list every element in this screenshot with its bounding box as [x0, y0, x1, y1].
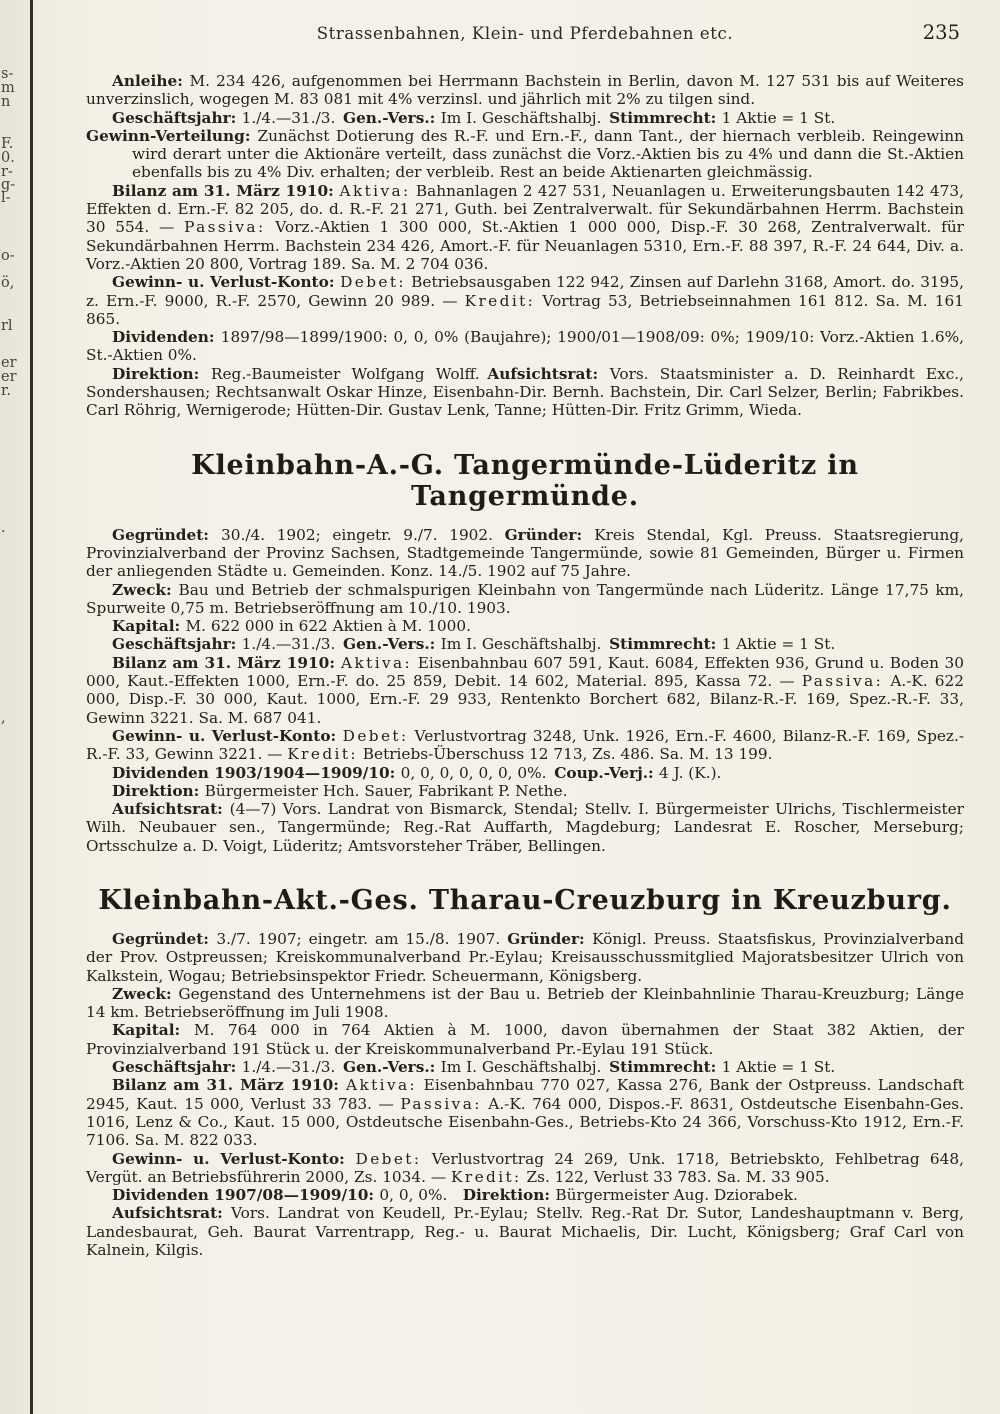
- field-text: Vors. Staatsminister a. D. Reinhardt Exc., Sondershausen; Rechtsanwalt Oskar Hinze, Eisenbahn-Dir. Bernh. Bachstein, Dir. Carl Selzer, Berlin; Fabrikbes. Carl Röhrig, Wernigerode; Hütten-Dir. Gustav Lenk, Tanne; Hütten-Dir. Fritz Grimm, Wieda.: [86, 364, 964, 420]
- field-label: Stimmrecht:: [609, 1058, 722, 1077]
- field-text: 1./4.—31./3.: [241, 1058, 343, 1077]
- field-label: Gewinn-Verteilung:: [86, 126, 258, 145]
- field-label: Gewinn- u. Verlust-Konto:: [112, 273, 341, 292]
- field-label: Stimmrecht:: [609, 635, 722, 654]
- field-text: 0, 0, 0, 0, 0, 0, 0%.: [400, 763, 555, 782]
- field-text: Im I. Geschäftshalbj.: [440, 108, 610, 127]
- entry-paragraph: [86, 1186, 964, 1204]
- field-text: A.-K. 622 000, Disp.-F. 30 000, Kaut. 1000, Ern.-F. 29 933, Rentenkto Borchert 682, Bilanz-R.-F. 169, Spez.-R.-F. 33, Gewinn 3221. Sa. M. 687 041.: [86, 672, 964, 727]
- page-header: [86, 21, 964, 54]
- field-text: Vors. Landrat von Keudell, Pr.-Eylau; Stellv. Reg.-Rat Dr. Sutor, Landeshauptmann v. Berg, Landesbaurat, Geh. Baurat Varrentrapp, Reg.- u. Baurat Michaelis, Dir. Lucht, Königsberg; Graf Carl von Kalnein, Kilgis.: [86, 1204, 965, 1260]
- field-text: Passiva:: [400, 1094, 482, 1113]
- company-heading: Kleinbahn-A.-G. Tangermünde-Lüderitz in Tangermünde.: [191, 449, 859, 512]
- field-text: Im I. Geschäftshalbj.: [440, 635, 610, 654]
- field-text: Vorz.-Aktien 1 300 000, St.-Aktien 1 000 000, Disp.-F. 30 268, Zentralverwalt. für Sekundärbahnen Herrm. Bachstein 234 426, Amort.-F. für Neuanlagen 5310, Ern.-F. 88 397, R.-F. 24 644, Div. a. Vorz.-Aktien 20 800, Vortrag 189. Sa. M. 2 704 036.: [86, 218, 964, 273]
- entry-paragraph: [86, 365, 964, 420]
- field-text: Debet:: [342, 726, 409, 745]
- field-text: Verlustvortrag 24 269, Unk. 1718, Betriebskto, Fehlbetrag 648, Vergüt. an Betriebsführerin 2000, Zs. 1034. —: [86, 1149, 964, 1186]
- entry-paragraph: [86, 782, 964, 800]
- field-label: Gen.-Vers.:: [343, 1058, 441, 1077]
- field-text: 1 Aktie = 1 St.: [721, 635, 836, 654]
- field-text: Eisenbahnbau 770 027, Kassa 276, Bank der Ostpreuss. Landschaft 2945, Kaut. 15 000, Verlust 33 783. —: [86, 1076, 965, 1113]
- field-label: Gegründet:: [112, 525, 222, 544]
- entry-paragraph: [86, 985, 964, 1022]
- field-label: Kapital:: [112, 1021, 195, 1040]
- field-text: Kredit:: [451, 1167, 522, 1186]
- field-label: Bilanz am 31. März 1910:: [112, 653, 342, 672]
- entry-paragraph: [86, 930, 964, 985]
- field-text: Vortrag 53, Betriebseinnahmen 161 812. Sa. M. 161 865.: [86, 291, 964, 328]
- field-text: (4—7) Vors. Landrat von Bismarck, Stendal; Stellv. I. Bürgermeister Ulrichs, Tischlermeister Wilh. Neubauer sen., Tangermünde; Reg.-Rat Auffarth, Magdeburg; Landesrat E. Roscher, Merseburg; Ortsschulze a. D. Voigt, Lüderitz; Amtsvorsteher Träber, Bellingen.: [86, 800, 964, 855]
- field-label: Geschäftsjahr:: [112, 1058, 242, 1077]
- field-label: Dividenden 1907/08—1909/10:: [112, 1186, 380, 1205]
- field-text: Bahnanlagen 2 427 531, Neuanlagen u. Erweiterungsbauten 142 473, Effekten d. Ern.-F. 82 205, do. d. R.-F. 21 271, Guth. bei Zentralverwalt. für Sekundärbahnen Herrm. Bachstein 30 554. —: [86, 181, 964, 237]
- field-text: M. 234 426, aufgenommen bei Herrmann Bachstein in Berlin, davon M. 127 531 bis auf Weiteres unverzinslich, wogegen M. 83 081 mit 4% verzinsl. und jährlich mit 2% zu tilgen sind.: [86, 72, 965, 109]
- margin-fragment: er: [1, 355, 17, 371]
- field-text: Aktiva:: [339, 181, 411, 200]
- entry-paragraph: [86, 1058, 964, 1076]
- margin-fragment: .: [1, 520, 6, 536]
- margin-fragment: rl: [1, 318, 13, 334]
- field-text: M. 622 000 in 622 Aktien à M. 1000.: [185, 617, 471, 636]
- field-text: Gegenstand des Unternehmens ist der Bau u. Betrieb der Kleinbahnlinie Tharau-Kreuzburg; Länge 14 km. Betriebseröffnung im Juli 1908.: [86, 984, 965, 1022]
- field-text: Kreis Stendal, Kgl. Preuss. Staatsregierung, Provinzialverband der Provinz Sachsen, Stadtgemeinde Tangermünde, sowie 81 Gemeinden, Bürger u. Firmen der anliegenden Städte u. Gemeinden. Konz. 14./5. 1902 auf 75 Jahre.: [86, 525, 965, 581]
- field-label: Direktion:: [112, 781, 205, 800]
- field-label: Gen.-Vers.:: [343, 108, 441, 127]
- field-label: Kapital:: [112, 617, 186, 636]
- field-label: Bilanz am 31. März 1910:: [112, 1076, 346, 1095]
- entry-paragraph: [86, 526, 964, 581]
- field-text: Reg.-Baumeister Wolfgang Wolff.: [210, 364, 488, 383]
- sections: [86, 72, 964, 1259]
- entry-paragraph: [86, 654, 964, 727]
- field-label: Zweck:: [112, 984, 179, 1003]
- entry-paragraph: [86, 1204, 964, 1259]
- margin-fragment: s-: [1, 66, 14, 82]
- field-text: 1897/98—1899/1900: 0, 0, 0% (Baujahre); 1900/01—1908/09: 0%; 1909/10: Vorz.-Aktien 1.6%, St.-Aktien 0%.: [86, 328, 964, 365]
- field-text: M. 764 000 in 764 Aktien à M. 1000, davon übernahmen der Staat 382 Aktien, der Provinzialverband 191 Stück u. der Kreiskommunalverband Pr.-Eylau 191 Stück.: [86, 1021, 964, 1058]
- entry-paragraph: [86, 273, 964, 328]
- company-heading: Kleinbahn-Akt.-Ges. Tharau-Creuzburg in Kreuzburg.: [98, 884, 952, 916]
- field-text: 30./4. 1902; eingetr. 9./7. 1902.: [221, 525, 505, 544]
- field-text: 1./4.—31./3.: [241, 635, 343, 654]
- margin-fragment: r.: [1, 383, 11, 399]
- field-label: Gegründet:: [112, 929, 217, 948]
- margin-fragment: r-: [1, 164, 13, 180]
- field-text: Aktiva:: [346, 1076, 418, 1095]
- field-label: Aufsichtsrat:: [487, 364, 610, 383]
- field-text: Zunächst Dotierung des R.-F. und Ern.-F., dann Tant., der hiernach verbleib. Reingewinn wird derart unter die Aktionäre verteilt, dass zunächst die Vorz.-Aktien bis zu 4% und dann die St.-Aktien ebenfalls bis zu 4% Div. erhalten; der verbleib. Rest an beide Aktienarten gleichmässig.: [132, 126, 964, 182]
- field-label: Gewinn- u. Verlust-Konto:: [112, 726, 343, 745]
- entry-paragraph: [86, 800, 964, 855]
- margin-fragment: 0.: [1, 150, 15, 166]
- field-label: Geschäftsjahr:: [112, 635, 242, 654]
- page-number: 235: [922, 21, 960, 44]
- field-label: Gründer:: [504, 525, 595, 544]
- entry-paragraph: [86, 1076, 964, 1149]
- field-text: Debet:: [355, 1149, 422, 1168]
- field-label: Gen.-Vers.:: [343, 635, 441, 654]
- left-margin-rule: [30, 0, 33, 1414]
- field-text: A.-K. 764 000, Dispos.-F. 8631, Ostdeutsche Eisenbahn-Ges. 1016, Lenz & Co., Kaut. 15 000, Ostdeutsche Eisenbahn-Ges., Betriebs-Kto 24 366, Vorschuss-Kto 1912, Ern.-F. 7106. Sa. M. 822 033.: [86, 1094, 964, 1150]
- entry-paragraph: [86, 72, 964, 109]
- entry-paragraph: [86, 328, 964, 365]
- field-text: Im I. Geschäftshalbj.: [440, 1058, 610, 1077]
- margin-fragment: l-: [1, 190, 11, 206]
- field-text: Aktiva:: [341, 653, 413, 672]
- field-label: Gründer:: [507, 929, 593, 948]
- field-label: Dividenden 1903/1904—1909/10:: [112, 763, 401, 782]
- field-text: Debet:: [340, 273, 406, 292]
- field-text: Bürgermeister Hch. Sauer, Fabrikant P. Nethe.: [204, 781, 568, 800]
- entry-paragraph: [86, 635, 964, 653]
- field-label: Anleihe:: [112, 72, 190, 90]
- margin-fragment: er: [1, 369, 17, 385]
- field-label: Coup.-Verj.:: [554, 763, 660, 782]
- field-text: 3./7. 1907; eingetr. am 15./8. 1907.: [216, 929, 508, 948]
- margin-fragment: o-: [1, 248, 15, 264]
- field-text: Eisenbahnbau 607 591, Kaut. 6084, Effekten 936, Grund u. Boden 30 000, Kaut.-Effekten 1000, Ern.-F. do. 25 859, Debit. 14 602, Material. 895, Kassa 72. —: [86, 653, 964, 691]
- field-label: Stimmrecht:: [609, 108, 722, 127]
- entry-paragraph: [86, 127, 964, 182]
- entry-paragraph: [86, 182, 964, 273]
- entry-paragraph: [86, 109, 964, 127]
- field-text: Kredit:: [464, 291, 536, 310]
- entry-paragraph: [86, 581, 964, 618]
- field-text: Passiva:: [184, 218, 266, 237]
- entry-paragraph: [86, 764, 964, 782]
- field-text: Betriebs-Überschuss 12 713, Zs. 486. Sa. M. 13 199.: [357, 745, 773, 764]
- running-title: Strassenbahnen, Klein- und Pferdebahnen etc.: [316, 24, 734, 43]
- field-label: Dividenden:: [112, 328, 221, 347]
- field-label: Zweck:: [112, 580, 179, 599]
- field-text: Verlustvortrag 3248, Unk. 1926, Ern.-F. 4600, Bilanz-R.-F. 169, Spez.-R.-F. 33, Gewinn 3221. —: [86, 726, 964, 764]
- field-text: 0, 0, 0%.: [379, 1186, 463, 1205]
- field-text: 1 Aktie = 1 St.: [721, 108, 836, 127]
- field-text: Betriebsausgaben 122 942, Zinsen auf Darlehn 3168, Amort. do. 3195, z. Ern.-F. 9000, R.-F. 2570, Gewinn 20 989. —: [86, 273, 964, 310]
- field-text: Bau und Betrieb der schmalspurigen Kleinbahn von Tangermünde nach Lüderitz. Länge 17,75 km, Spurweite 0,75 m. Betriebseröffnung am 10./10. 1903.: [86, 580, 964, 617]
- margin-fragment: ,: [1, 710, 6, 726]
- margin-fragment: g-: [1, 177, 16, 193]
- field-text: Zs. 122, Verlust 33 783. Sa. M. 33 905.: [521, 1167, 830, 1186]
- entry-paragraph: [86, 1021, 964, 1058]
- margin-fragment: m: [1, 80, 15, 96]
- margin-fragment: n: [1, 94, 11, 110]
- field-label: Aufsichtsrat:: [112, 800, 230, 819]
- field-text: 1 Aktie = 1 St.: [721, 1058, 836, 1077]
- field-label: Bilanz am 31. März 1910:: [112, 181, 340, 200]
- field-label: Gewinn- u. Verlust-Konto:: [112, 1149, 356, 1168]
- field-label: Aufsichtsrat:: [112, 1204, 232, 1223]
- field-label: Direktion:: [462, 1186, 556, 1205]
- margin-fragment: ö,: [1, 275, 15, 291]
- field-text: Bürgermeister Aug. Dziorabek.: [555, 1186, 798, 1205]
- entry-paragraph: [86, 1150, 964, 1187]
- field-text: 1./4.—31./3.: [241, 108, 343, 127]
- entry-paragraph: [86, 617, 964, 635]
- field-text: 4 J. (K.).: [659, 763, 722, 782]
- field-text: Passiva:: [801, 672, 884, 691]
- field-text: Königl. Preuss. Staatsfiskus, Provinzialverband der Prov. Ostpreussen; Kreiskommunalverband Pr.-Eylau; Kreisausschussmitglied Majoratsbesitzer Ulrich von Kalkstein, Wogau; Betriebsinspektor Friedr. Scheuermann, Königsberg.: [86, 929, 964, 985]
- field-label: Geschäftsjahr:: [112, 108, 242, 127]
- field-text: Kredit:: [287, 745, 358, 764]
- margin-fragment: F.: [1, 136, 14, 152]
- field-label: Direktion:: [112, 364, 211, 383]
- page-content: [86, 21, 965, 1260]
- margin-fragments: [0, 0, 28, 1414]
- entry-paragraph: [86, 727, 964, 764]
